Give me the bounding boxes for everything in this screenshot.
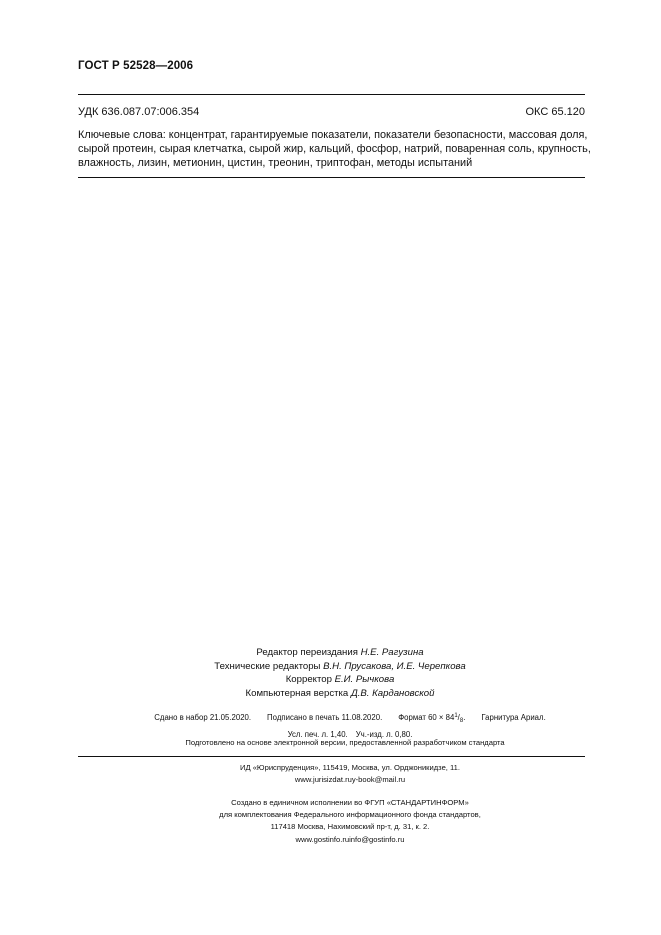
- publisher-address: ИД «Юриспруденция», 115419, Москва, ул. Орджоникидзе, 11.: [239, 763, 461, 772]
- publisher-sheets: Уч.-изд. л. 0,80.: [355, 730, 413, 739]
- fund-line: 117418 Москва, Нахимовский пр-т, д. 31, к. 2.: [270, 822, 430, 832]
- fund-block: [140, 797, 560, 846]
- oks-code: ОКС 65.120: [525, 106, 585, 118]
- keywords-divider: [78, 177, 585, 178]
- fund-site[interactable]: www.gostinfo.ru: [295, 834, 350, 844]
- corrector-name: Е.И. Рычкова: [334, 674, 395, 685]
- keywords-line: влажность, лизин, метионин, цистин, треонин, триптофан, методы испытаний: [78, 157, 473, 169]
- publisher-email[interactable]: y-book@mail.ru: [351, 775, 406, 785]
- credits-block: [160, 646, 520, 700]
- editor-label: Редактор переиздания: [256, 647, 358, 658]
- footer-divider: [78, 756, 585, 757]
- tech-editor-name: И.Е. Черепкова: [396, 660, 466, 672]
- submitted-date: Сдано в набор 21.05.2020.: [154, 713, 252, 722]
- publisher-block: [140, 762, 560, 786]
- editor-line: [160, 646, 520, 660]
- signed-date: Подписано в печать 11.08.2020.: [267, 713, 383, 722]
- layout-line: [160, 687, 520, 701]
- keywords-block: [78, 128, 591, 170]
- publisher-site[interactable]: www.jurisizdat.ru: [294, 775, 352, 785]
- top-divider: [78, 94, 585, 95]
- prepared-note: Подготовлено на основе электронной версии, предоставленной разработчиком стандарта: [185, 738, 505, 747]
- udk-code: УДК 636.087.07:006.354: [78, 106, 200, 118]
- publication-line-1: [110, 709, 590, 728]
- paper-format: Формат $60 \times 84^1/_8$.: [398, 713, 466, 724]
- typeface: Гарнитура Ариал.: [481, 713, 546, 722]
- tech-editors-label: Технические редакторы: [214, 660, 321, 672]
- fund-contacts: [140, 834, 560, 846]
- corrector-line: [160, 673, 520, 687]
- tech-editors-line: [160, 660, 520, 674]
- print-sheets: Усл. печ. л. 1,40.: [287, 730, 348, 739]
- layout-name: Д.В. Кардановской: [350, 687, 435, 699]
- keywords-line: сырой протеин, сырая клетчатка, сырой жир, кальций, фосфор, натрий, поваренная соль, крупность,: [78, 143, 591, 155]
- keywords-line: Ключевые слова: концентрат, гарантируемые показатели, показатели безопасности, массовая доля,: [78, 129, 588, 141]
- fund-line: Создано в единичном исполнении во ФГУП «СТАНДАРТИНФОРМ»: [231, 798, 469, 807]
- standard-number: ГОСТ Р 52528—2006: [78, 60, 194, 72]
- layout-label: Компьютерная верстка: [245, 687, 349, 699]
- fund-email[interactable]: info@gostinfo.ru: [349, 834, 405, 844]
- tech-editor-name: В.Н. Прусакова,: [323, 660, 394, 672]
- editor-name: Н.Е. Рагузина: [360, 647, 424, 658]
- publisher-contacts: [140, 774, 560, 786]
- corrector-label: Корректор: [285, 674, 332, 685]
- fund-line: для комплектования Федерального информационного фонда стандартов,: [219, 810, 481, 820]
